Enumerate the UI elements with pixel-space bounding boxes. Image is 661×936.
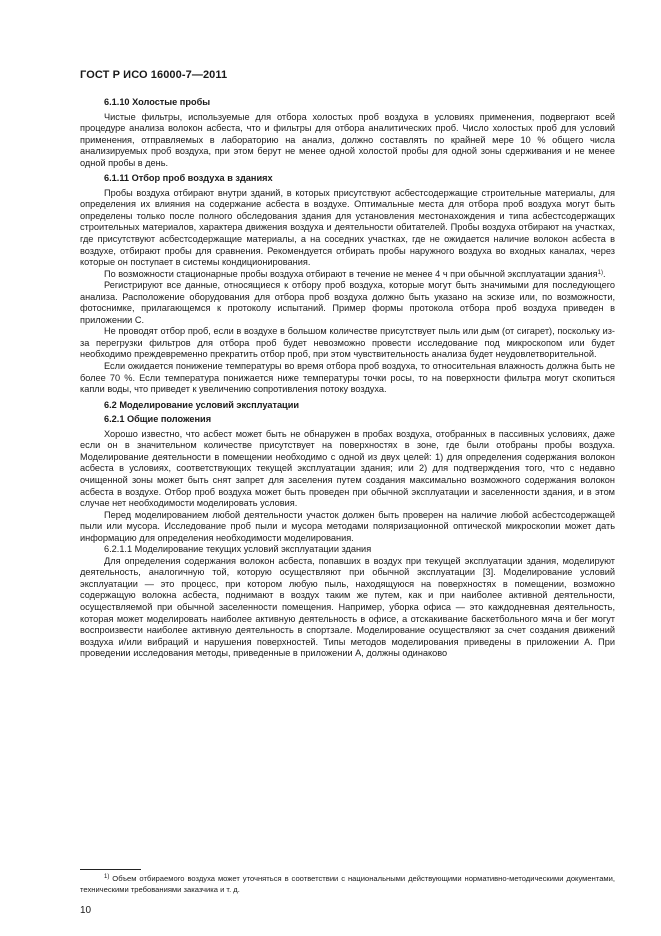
- paragraph: Хорошо известно, что асбест может быть не обнаружен в пробах воздуха, отобранных в пассивных условиях, даже если он в значительном количестве присутствует на поверхностях в зоне, где были отобраны пробы воздуха. Моделирование деятельности в помещении необходимо с одной из двух целей: 1) для определения содержания волокон асбеста в условиях, соответствующих текущей эксплуатации здания; или 2) для подтверждения того, что с недавно очищенной зоны может быть снят запрет для заселения путем создания максимально возможного содержания волокон асбеста в воздухе. Отбор проб воздуха может быть проведен при обычной эксплуатации и заселенности здания, и в этом случае нет необходимости моделировать условия.: [80, 428, 615, 509]
- paragraph: Чистые фильтры, используемые для отбора холостых проб воздуха в условиях применения, подвергают всей процедуре анализа волокон асбеста, что и фильтры для отбора аналитических проб. Число холостых проб для условий применения, отправляемых в лабораторию на анализ, должно составлять по крайней мере 10 % общего числа анализируемых проб воздуха, при этом берут не менее одной холостой пробы для одной зоны сдерживания и не менее одной пробы в день.: [80, 111, 615, 168]
- section-heading-6-1-11: 6.1.11 Отбор проб воздуха в зданиях: [104, 173, 273, 184]
- section-heading-6-1-10: 6.1.10 Холостые пробы: [104, 97, 211, 107]
- section-heading-6-2-1-1: 6.2.1.1 Моделирование текущих условий эксплуатации здания: [104, 544, 372, 555]
- footnote-text: Объем отбираемого воздуха может уточняться в соответствии с национальными действующими нормативно-методическими документами, техническими требованиями заказчика и т. д.: [80, 874, 615, 894]
- section-heading-6-2: 6.2 Моделирование условий эксплуатации: [104, 399, 300, 410]
- paragraph: Для определения содержания волокон асбеста, попавших в воздух при текущей эксплуатации здания, моделируют деятельность, аналогичную той, которую осуществляют при обычной эксплуатации [3]. Моделирование условий эксплуатации — это процесс, при котором любую пыль, находящуюся на поверхностях в помещении, возможно содержащую волокна асбеста, поднимают в воздух таким же путем, как и при наиболее активной деятельности, осуществляемой при обычной заселенности помещения. Например, уборка офиса — это каждодневная деятельность, которая может моделировать наиболее активную деятельность в офисе, а отскакивание баскетбольного мяча и бег могут воспроизвести наиболее активную деятельность в спортзале. Моделирование осуществляют за счет создания движений воздуха и/или вибраций и нарушения поверхностей. Типы методов моделирования приведены в приложении А. При проведении исследования методы, приведенные в приложении А, должны одинаково: [80, 555, 615, 659]
- page-content: [80, 95, 615, 660]
- paragraph: Регистрируют все данные, относящиеся к отбору проб воздуха, которые могут быть значимыми для последующего анализа. Расположение оборудования для отбора проб воздуха должно быть указано на эскизе или, по возможности, фотоснимке, прилагающемся к протоколу испытаний. Пример формы протокола отбора проб воздуха приведен в приложении С.: [80, 280, 615, 325]
- paragraph-with-footnote-ref: [80, 269, 615, 281]
- paragraph: Если ожидается понижение температуры во время отбора проб воздуха, то относительная влажность должна быть не более 70 %. Если температура понижается ниже температуры точки росы, то на поверхности фильтра могут скопиться капли воды, что приведет к увеличению сопротивления потоку воздуха.: [80, 361, 615, 395]
- paragraph: Перед моделированием любой деятельности участок должен быть проверен на наличие любой асбестсодержащей пыли или мусора. Исследование проб пыли и мусора методами поляризационной оптической микроскопии может дать информацию для определения необходимости моделирования.: [80, 509, 615, 543]
- footnote-divider: [80, 869, 141, 870]
- section-heading-6-2-1: 6.2.1 Общие положения: [104, 414, 212, 425]
- paragraph-text: По возможности стационарные пробы воздуха отбирают в течение не менее 4 ч при обычной эксплуатации здания: [104, 268, 598, 279]
- page-header: ГОСТ Р ИСО 16000-7—2011: [80, 69, 228, 81]
- paragraph: Не проводят отбор проб, если в воздухе в большом количестве присутствует пыль или дым (от сигарет), поскольку из-за перегрузки фильтров для отбора проб будет невозможно провести исследование под микроскопом или будет необходимо преждевременно прекратить отбор проб, при этом чувствительность анализа будет неудовлетворительной.: [80, 326, 615, 360]
- page-number: 10: [80, 905, 92, 916]
- footnote-reference: 1): [597, 269, 603, 276]
- footnote-marker: 1): [104, 874, 110, 880]
- paragraph-end: .: [603, 268, 606, 279]
- footnote: [80, 873, 615, 895]
- paragraph: Пробы воздуха отбирают внутри зданий, в которых присутствуют асбестсодержащие строительные материалы, для определения их влияния на содержание асбеста в воздухе. Оптимальные места для отбора проб воздуха могут быть определены только после полного обследования здания для установления местонахождения и типа асбестсодержащих строительных материалов, характера движения воздуха и деятельности обитателей. Пробы воздуха отбирают на участках, где присутствуют асбестсодержащие материалы, а на соседних участках, где не ожидается наличие волокон асбеста в воздухе, отбирают пробы для сравнения. Рекомендуется отбирать пробы наружного воздуха во входных каналах, через которые он поступает в системы кондиционирования.: [80, 187, 615, 268]
